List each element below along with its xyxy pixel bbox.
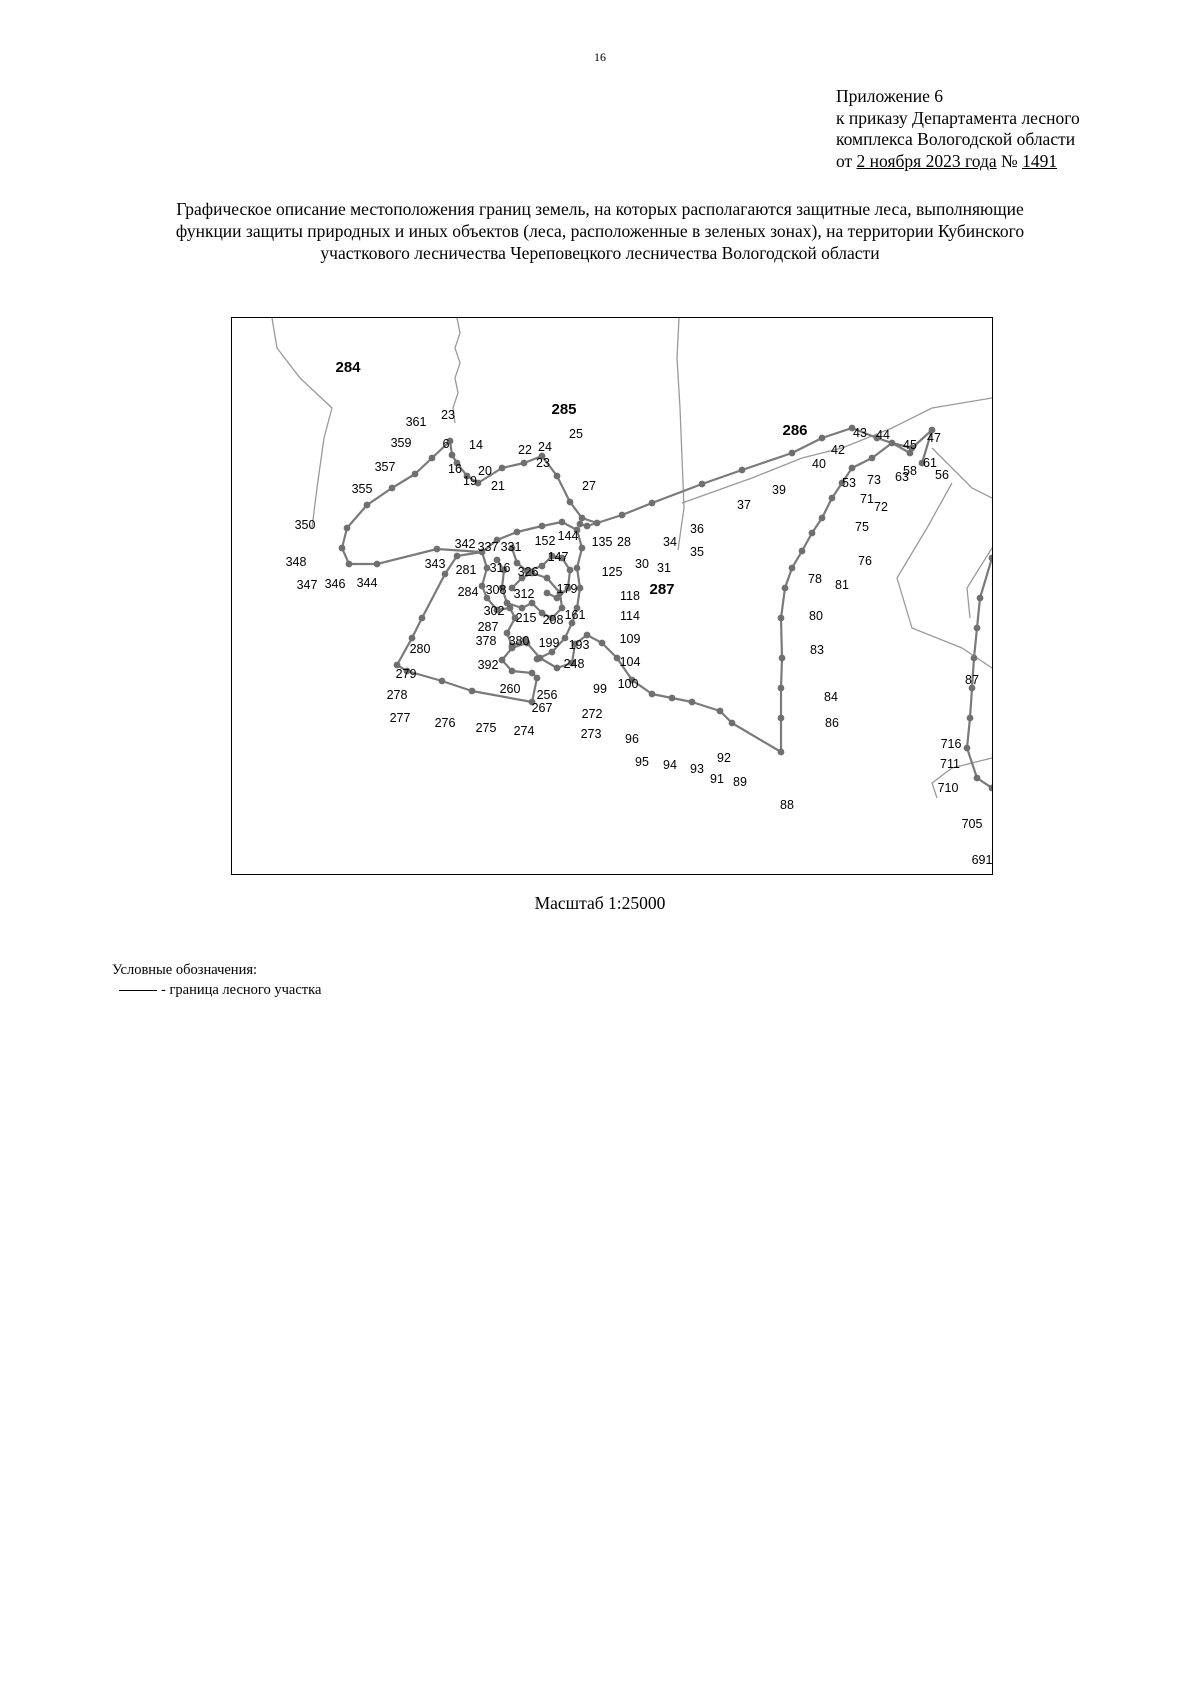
point-label: 273: [580, 727, 602, 741]
boundary-point: [584, 523, 591, 530]
appendix-line-1: Приложение 6: [836, 86, 944, 106]
point-label: 20: [478, 464, 492, 478]
point-label: 215: [515, 611, 537, 625]
boundary-point: [689, 699, 696, 706]
appendix-line-4: [836, 151, 1080, 173]
point-label: 284: [457, 585, 479, 599]
point-label: 248: [563, 657, 585, 671]
point-label: 278: [386, 688, 408, 702]
point-label: 58: [903, 464, 917, 478]
point-label: 78: [808, 572, 822, 586]
point-label: 24: [538, 440, 552, 454]
boundary-point: [539, 563, 546, 570]
point-labels: [286, 408, 992, 867]
point-label: 25: [569, 427, 583, 441]
boundary-point: [449, 452, 456, 459]
boundary-point: [649, 691, 656, 698]
boundary-point: [374, 561, 381, 568]
point-label: 109: [619, 632, 641, 646]
point-label: 6: [442, 437, 450, 451]
point-label: 308: [485, 583, 507, 597]
boundary-point: [579, 515, 586, 522]
boundary-point: [479, 583, 486, 590]
point-label: 118: [620, 589, 640, 603]
boundary-point: [454, 553, 461, 560]
point-label: 274: [513, 724, 535, 738]
point-label: 61: [923, 456, 937, 470]
boundary-line-2: [349, 549, 482, 564]
boundary-line-5: [781, 443, 892, 752]
boundary-point: [974, 625, 981, 632]
boundary-point: [534, 675, 541, 682]
point-label: 34: [663, 535, 677, 549]
point-label: 287: [477, 620, 499, 634]
point-label: 256: [536, 688, 558, 702]
point-label: 275: [475, 721, 497, 735]
point-label: 279: [395, 667, 417, 681]
point-label: 14: [469, 438, 483, 452]
boundary-point: [971, 655, 978, 662]
boundary-point: [789, 450, 796, 457]
legend-item-label: - граница лесного участка: [161, 982, 322, 998]
point-label: 347: [296, 578, 318, 592]
page-number: 16: [594, 50, 606, 64]
boundary-point: [346, 561, 353, 568]
boundary-point: [339, 545, 346, 552]
quarter-label-287: 287: [649, 581, 675, 598]
boundary-point: [819, 435, 826, 442]
map-scale: Масштаб 1:25000: [534, 893, 666, 913]
boundary-point: [499, 657, 506, 664]
point-label: 152: [534, 534, 556, 548]
boundary-point: [967, 715, 974, 722]
point-label: 31: [657, 561, 671, 575]
point-label: 344: [356, 576, 378, 590]
point-label: 705: [961, 817, 983, 831]
point-label: 72: [874, 500, 888, 514]
boundary-point: [434, 546, 441, 553]
point-label: 361: [405, 415, 427, 429]
boundary-point: [778, 615, 785, 622]
boundary-point: [344, 525, 351, 532]
boundary-point: [778, 715, 785, 722]
point-label: 76: [858, 554, 872, 568]
point-label: 83: [810, 643, 824, 657]
point-label: 277: [389, 711, 411, 725]
point-label: 104: [619, 655, 641, 669]
point-label: 147: [547, 550, 569, 564]
boundary-point: [594, 520, 601, 527]
point-label: 378: [475, 634, 497, 648]
boundary-point: [782, 585, 789, 592]
point-label: 23: [441, 408, 455, 422]
point-label: 89: [733, 775, 747, 789]
boundary-point: [989, 555, 992, 562]
boundary-point: [567, 499, 574, 506]
boundary-point: [534, 656, 541, 663]
boundary-point: [429, 455, 436, 462]
point-label: 260: [499, 682, 521, 696]
boundary-point: [779, 655, 786, 662]
point-label: 95: [635, 755, 649, 769]
appendix-header: [836, 86, 1080, 172]
point-label: 276: [434, 716, 456, 730]
boundary-point: [778, 685, 785, 692]
point-label: 53: [842, 476, 856, 490]
boundary-point: [469, 688, 476, 695]
boundary-point: [699, 481, 706, 488]
boundary-points: [339, 425, 992, 792]
boundary-point: [964, 745, 971, 752]
point-label: 208: [542, 613, 564, 627]
point-label: 331: [500, 540, 522, 554]
boundary-point: [717, 708, 724, 715]
point-label: 56: [935, 468, 949, 482]
legend-title: Условные обозначения:: [112, 962, 258, 978]
boundary-point: [559, 519, 566, 526]
boundary-point: [439, 678, 446, 685]
boundary-point: [554, 665, 561, 672]
point-label: 43: [853, 426, 867, 440]
boundary-point: [539, 523, 546, 530]
point-label: 19: [463, 474, 477, 488]
boundary-point: [778, 749, 785, 756]
boundary-point: [619, 512, 626, 519]
point-label: 711: [940, 757, 960, 771]
boundary-point: [554, 473, 561, 480]
legend-item-boundary: [119, 980, 321, 1000]
order-date: 2 ноября 2023 года: [856, 150, 997, 171]
point-label: 199: [538, 636, 560, 650]
boundary-point: [849, 465, 856, 472]
point-label: 348: [285, 555, 307, 569]
point-label: 281: [455, 563, 477, 577]
point-label: 84: [824, 690, 838, 704]
point-label: 91: [710, 772, 724, 786]
point-label: 350: [294, 518, 316, 532]
boundary-point: [739, 467, 746, 474]
boundary-point: [544, 575, 551, 582]
point-label: 135: [591, 535, 613, 549]
point-label: 193: [568, 638, 590, 652]
point-label: 359: [390, 436, 412, 450]
point-label: 27: [582, 479, 596, 493]
quarter-lines: [272, 318, 992, 798]
boundary-point: [829, 495, 836, 502]
point-label: 716: [940, 737, 962, 751]
point-label: 710: [937, 781, 959, 795]
boundary-point: [567, 567, 574, 574]
point-label: 39: [772, 483, 786, 497]
point-label: 355: [351, 482, 373, 496]
boundary-point: [514, 529, 521, 536]
point-label: 73: [867, 473, 881, 487]
boundary-point: [577, 585, 584, 592]
title-line-1: Графическое описание местоположения границ земель, на которых располагаются защитные леса, выполняющие: [176, 199, 1024, 219]
point-label: 161: [564, 608, 586, 622]
point-label: 44: [876, 428, 890, 442]
boundary-point: [729, 720, 736, 727]
legend: [112, 960, 321, 1000]
appendix-line-2: к приказу Департамента лесного: [836, 107, 1080, 128]
point-label: 28: [617, 535, 631, 549]
boundary-point: [649, 500, 656, 507]
boundary-point: [809, 530, 816, 537]
boundary-point: [799, 548, 806, 555]
order-number: 1491: [1022, 150, 1058, 171]
boundary-point: [579, 545, 586, 552]
point-label: 47: [927, 431, 941, 445]
point-label: 691: [971, 853, 992, 867]
point-label: 179: [556, 582, 578, 596]
point-label: 302: [483, 604, 505, 618]
point-label: 93: [690, 762, 704, 776]
point-label: 42: [831, 443, 845, 457]
boundary-point: [574, 565, 581, 572]
boundary-point: [499, 465, 506, 472]
boundary-point: [977, 595, 984, 602]
boundary-point: [419, 615, 426, 622]
point-label: 380: [508, 634, 530, 648]
point-label: 40: [812, 457, 826, 471]
appendix-line-3: комплекса Вологодской области: [836, 129, 1076, 149]
point-label: 357: [374, 460, 396, 474]
order-number-sign: №: [996, 150, 1023, 171]
boundary-point: [504, 600, 511, 607]
point-label: 114: [620, 609, 640, 623]
title-line-3: участкового лесничества Череповецкого лесничества Вологодской области: [320, 243, 880, 263]
point-label: 326: [517, 565, 539, 579]
point-label: 23: [536, 456, 550, 470]
boundary-point: [412, 471, 419, 478]
point-label: 144: [557, 529, 579, 543]
point-label: 30: [635, 557, 649, 571]
point-label: 35: [690, 545, 704, 559]
order-prefix: от: [836, 150, 857, 171]
point-label: 36: [690, 522, 704, 536]
point-label: 272: [581, 707, 603, 721]
point-label: 125: [601, 565, 623, 579]
boundary-point: [669, 695, 676, 702]
point-label: 100: [617, 677, 639, 691]
boundary-point: [389, 485, 396, 492]
boundary-point: [442, 571, 449, 578]
boundary-point: [789, 565, 796, 572]
boundary-point: [529, 670, 536, 677]
boundary-point: [509, 668, 516, 675]
boundary-point: [599, 640, 606, 647]
point-label: 22: [518, 443, 532, 457]
quarter-label-284: 284: [335, 359, 361, 376]
boundary-map: [231, 317, 993, 875]
title-line-2: функции защиты природных и иных объектов (леса, расположенные в зеленых зонах), на территории Кубинского: [175, 221, 1025, 241]
point-label: 337: [477, 540, 499, 554]
point-label: 346: [324, 577, 346, 591]
boundary-line-symbol: [119, 990, 157, 991]
point-label: 343: [424, 557, 446, 571]
point-label: 45: [903, 438, 917, 452]
boundary-point: [562, 635, 569, 642]
point-label: 86: [825, 716, 839, 730]
point-label: 87: [965, 673, 979, 687]
point-label: 63: [895, 470, 909, 484]
boundary-point: [364, 502, 371, 509]
boundary-line-4: [597, 428, 910, 523]
point-label: 21: [491, 479, 505, 493]
point-label: 16: [448, 462, 462, 476]
point-label: 92: [717, 751, 731, 765]
point-label: 312: [513, 587, 535, 601]
boundary-point: [869, 455, 876, 462]
point-label: 71: [860, 492, 874, 506]
boundary-point: [974, 775, 981, 782]
quarter-label-285: 285: [551, 401, 577, 418]
point-label: 88: [780, 798, 794, 812]
point-label: 280: [409, 642, 431, 656]
point-label: 81: [835, 578, 849, 592]
boundary-point: [409, 635, 416, 642]
point-label: 267: [531, 701, 553, 715]
boundary-point: [544, 590, 551, 597]
point-label: 342: [454, 537, 476, 551]
point-label: 316: [489, 561, 511, 575]
point-label: 75: [855, 520, 869, 534]
point-label: 37: [737, 498, 751, 512]
point-label: 94: [663, 758, 677, 772]
point-label: 99: [593, 682, 607, 696]
point-label: 96: [625, 732, 639, 746]
boundary-point: [577, 521, 584, 528]
boundary-point: [819, 515, 826, 522]
boundary-point: [521, 460, 528, 467]
point-label: 80: [809, 609, 823, 623]
quarter-label-286: 286: [782, 422, 808, 439]
point-label: 392: [477, 658, 499, 672]
document-title: [100, 198, 1100, 264]
